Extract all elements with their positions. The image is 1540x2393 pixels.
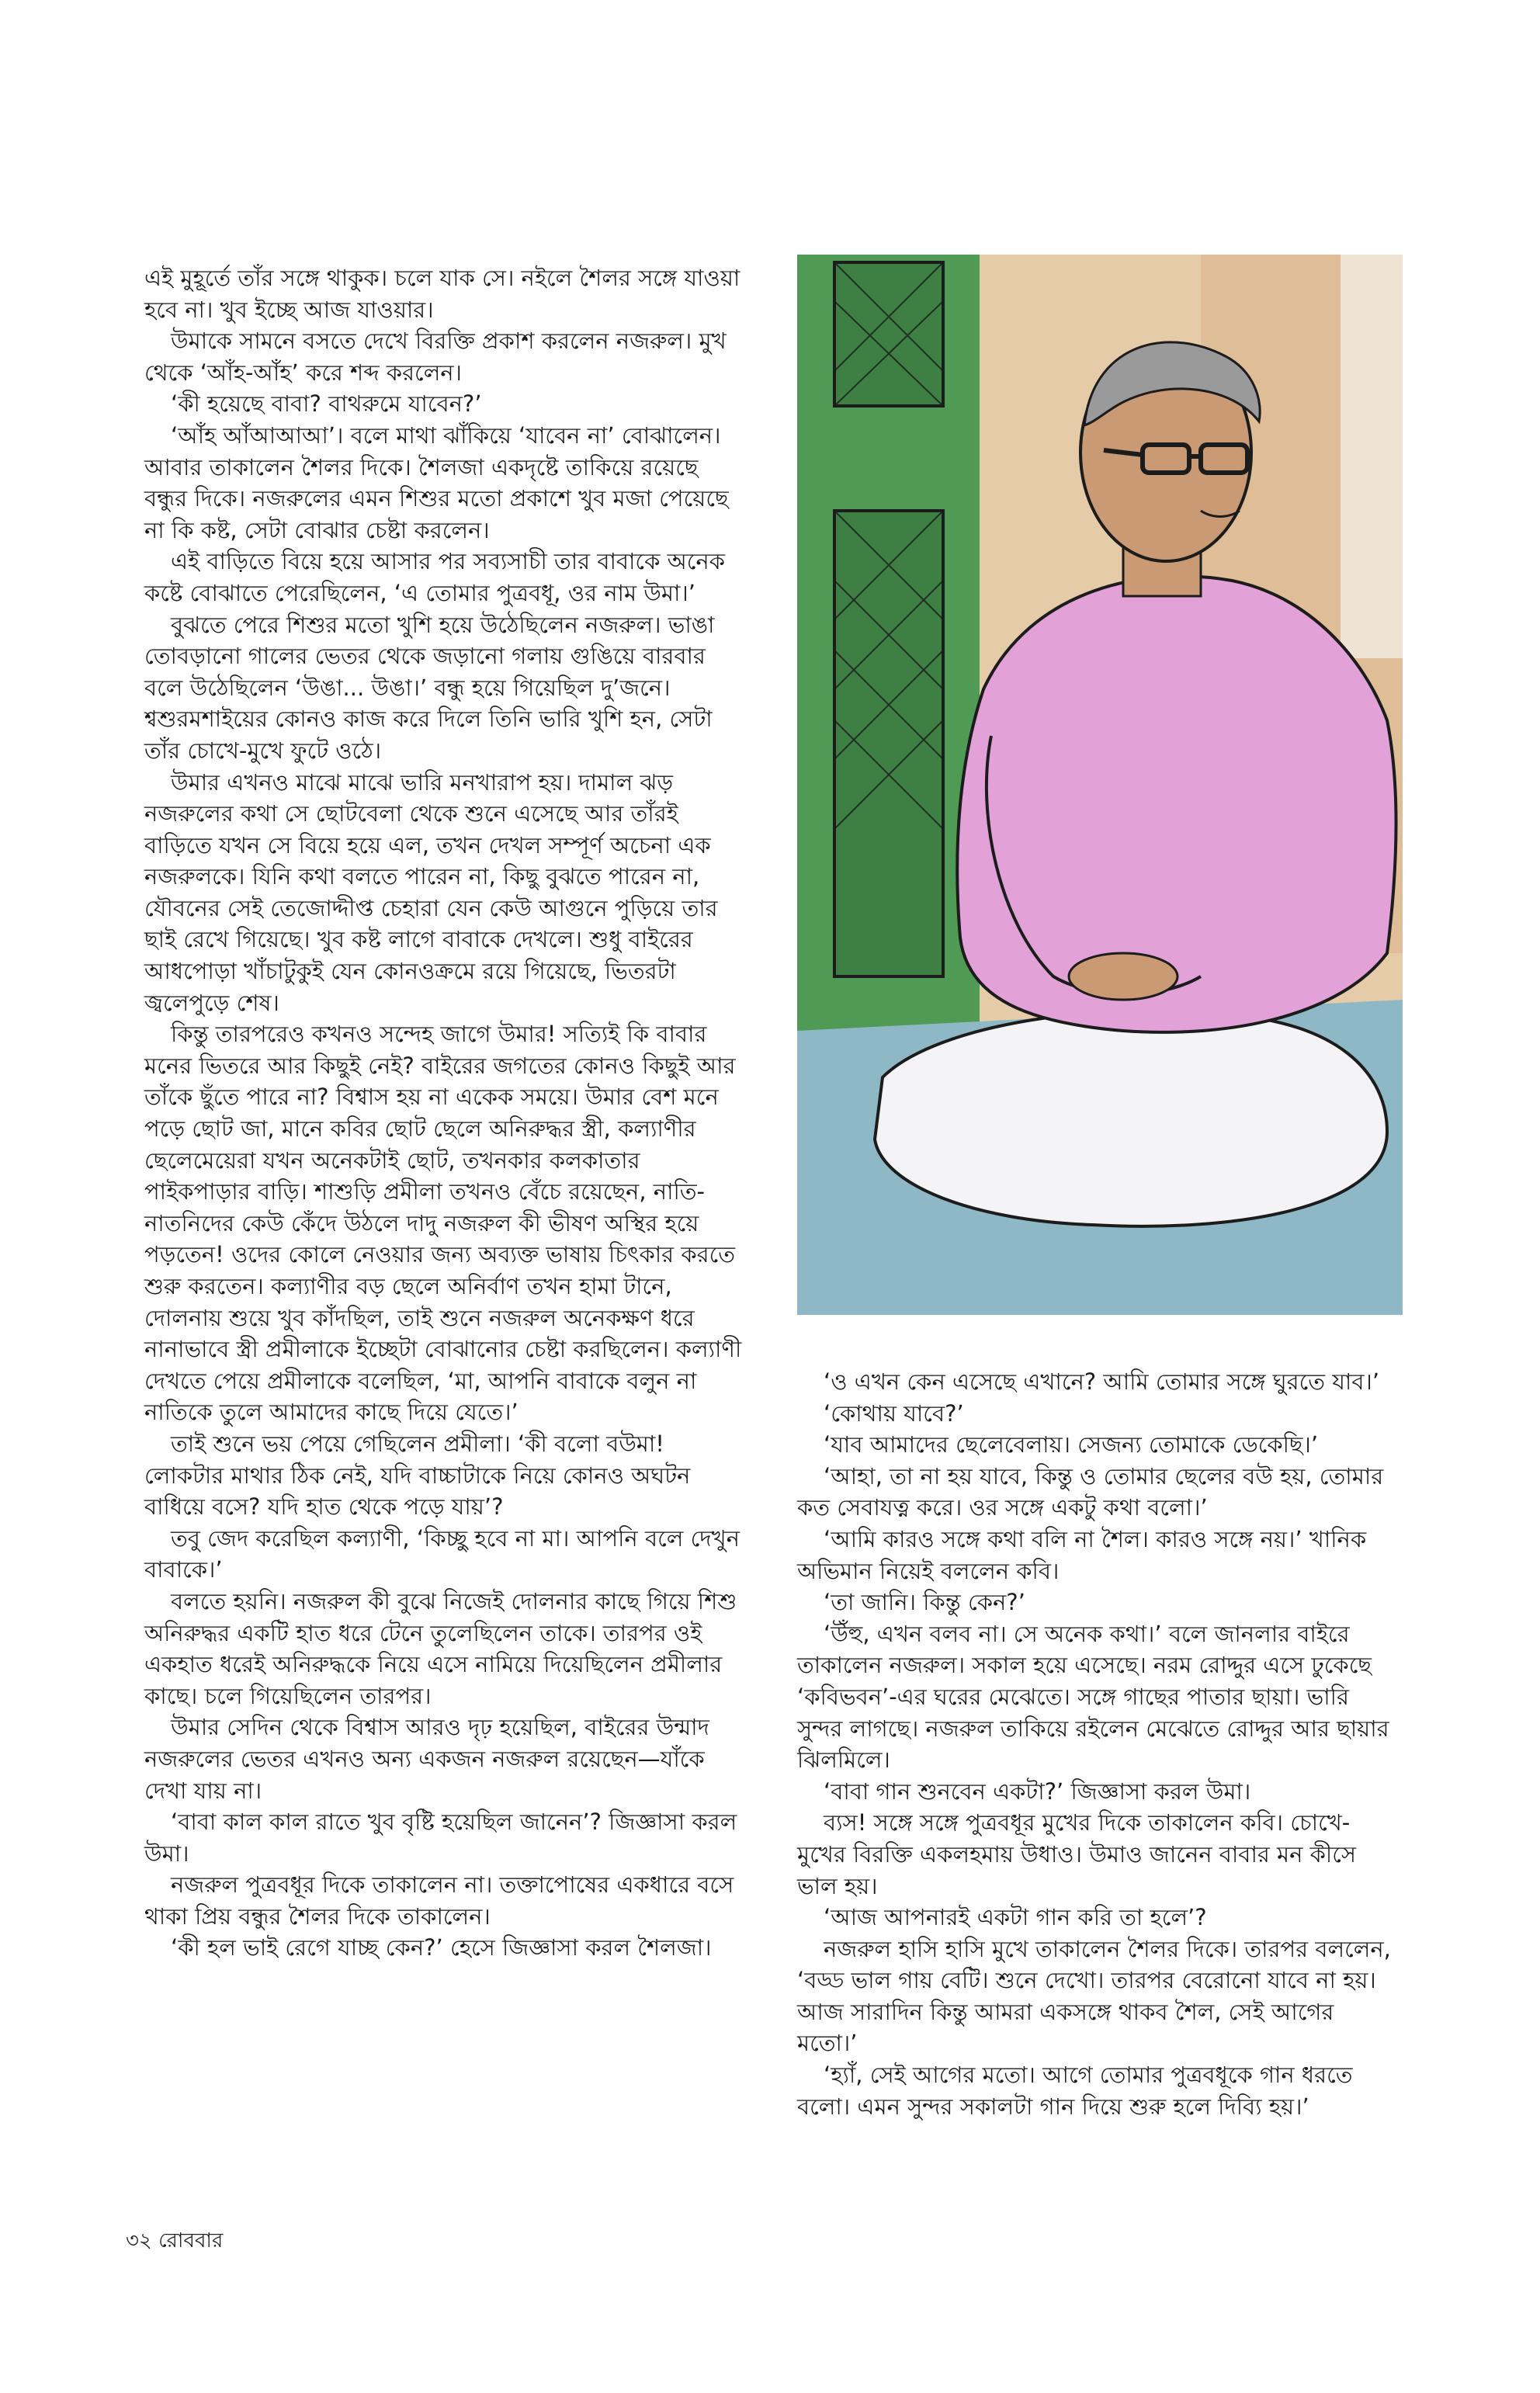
paragraph: ব্যস! সঙ্গে সঙ্গে পুত্রবধূর মুখের দিকে তাকালেন কবি। চোখে-মুখের বিরক্তি একলহমায় উধাও। উমাও জানেন বাবার মন কীসে ভাল হয়। <box>797 1809 1357 1899</box>
paragraph: উমার এখনও মাঝে মাঝে ভারি মনখারাপ হয়। দামাল ঝড় নজরুলের কথা সে ছোটবেলা থেকে শুনে এসেছে আর তাঁরই বাড়িতে যখন সে বিয়ে হয়ে এল, তখন দেখল সম্পূর্ণ অচেনা এক নজরুলকে। যিনি কথা বলতে পারেন না, কিছু বুঝতে পারেন না, যৌবনের সেই তেজোদ্দীপ্ত চেহারা যেন কেউ আগুনে পুড়িয়ে তার ছাই রেখে গিয়েছে। খুব কষ্ট লাগে বাবাকে দেখলে। শুধু বাইরের আধপোড়া খাঁচাটুকুই যেন কোনওক্রমে রয়ে গিয়েছে, ভিতরটা জ্বলেপুড়ে শেষ। <box>144 768 718 1016</box>
paragraph: ‘উঁহু, এখন বলব না। সে অনেক কথা।’ বলে জানলার বাইরে তাকালেন নজরুল। সকাল হয়ে এসেছে। নরম রোদ্দুর এসে ঢুকেছে ‘কবিভবন’-এর ঘরের মেঝেতে। সঙ্গে গাছের পাতার ছায়া। ভারি সুন্দর লাগছে। নজরুল তাকিয়ে রইলেন মেঝেতে রোদ্দুর আর ছায়ার ঝিলমিলে। <box>797 1620 1389 1774</box>
paragraph: ‘যাব আমাদের ছেলেবেলায়। সেজন্য তোমাকে ডেকেছি।’ <box>824 1431 1319 1458</box>
paragraph: বুঝতে পেরে শিশুর মতো খুশি হয়ে উঠেছিলেন নজরুল। ভাঙা তোবড়ানো গালের ভেতর থেকে জড়ানো গলায় গুঙিয়ে বারবার বলে উঠেছিলেন ‘উঙা... উঙা।’ বন্ধু হয়ে গিয়েছিল দু’জনে। শ্বশুরমশাইয়ের কোনও কাজ করে দিলে তিনি ভারি খুশি হন, সেটা তাঁর চোখে-মুখে ফুটে ওঠে। <box>144 611 715 764</box>
paragraph: কিন্তু তারপরেও কখনও সন্দেহ জাগে উমার! সত্যিই কি বাবার মনের ভিতরে আর কিছুই নেই? বাইরের জগতের কোনও কিছুই আর তাঁকে ছুঁতে পারে না? বিশ্বাস হয় না একেক সময়ে। উমার বেশ মনে পড়ে ছোট জা, মানে কবির ছোট ছেলে অনিরুদ্ধর স্ত্রী, কল্যাণীর ছেলেমেয়েরা যখন অনেকটাই ছোট, তখনকার কলকাতার পাইকপাড়ার বাড়ি। শাশুড়ি প্রমীলা তখনও বেঁচে রয়েছেন, নাতি-নাতনিদের কেউ কেঁদে উঠলে দাদু নজরুল কী ভীষণ অস্থির হয়ে পড়তেন! ওদের কোলে নেওয়ার জন্য অব্যক্ত ভাষায় চিৎকার করতে শুরু করতেন। কল্যাণীর বড় ছেলে অনির্বাণ তখন হামা টানে, দোলনায় শুয়ে খুব কাঁদছিল, তাই শুনে নজরুল অনেকক্ষণ ধরে নানাভাবে স্ত্রী প্রমীলাকে ইচ্ছেটা বোঝানোর চেষ্টা করছিলেন। কল্যাণী দেখতে পেয়ে প্রমীলাকে বলেছিল, ‘মা, আপনি বাবাকে বলুন না নাতিকে তুলে আমাদের কাছে দিয়ে যেতে।’ <box>144 1021 742 1426</box>
page-footer <box>126 2225 223 2259</box>
paragraph: ‘কী হয়েছে বাবা? বাথরুমে যাবেন?’ <box>171 390 482 418</box>
paragraph: তবু জেদ করেছিল কল্যাণী, ‘কিচ্ছু হবে না মা। আপনি বলে দেখুন বাবাকে।’ <box>144 1524 740 1583</box>
page-number: ৩২ <box>126 2229 152 2253</box>
paragraph: ‘হ্যাঁ, সেই আগের মতো। আগে তোমার পুত্রবধূকে গান ধরতে বলো। এমন সুন্দর সকালটা গান দিয়ে শুরু হলে দিব্যি হয়।’ <box>797 2062 1353 2120</box>
paragraph: উমার সেদিন থেকে বিশ্বাস আরও দৃঢ় হয়েছিল, বাইরের উন্মাদ নজরুলের ভেতর এখনও অন্য একজন নজরুল রয়েছেন—যাঁকে দেখা যায় না। <box>144 1714 709 1804</box>
paragraph: তাই শুনে ভয় পেয়ে গেছিলেন প্রমীলা। ‘কী বলো বউমা! লোকটার মাথার ঠিক নেই, যদি বাচ্চাটাকে নিয়ে কোনও অঘটন বাধিয়ে বসে? যদি হাত থেকে পড়ে যায়’? <box>144 1430 691 1521</box>
seated-poet-illustration <box>797 255 1403 1315</box>
paragraph: ‘বাবা গান শুনবেন একটা?’ জিজ্ঞাসা করল উমা। <box>824 1777 1251 1805</box>
paragraph: উমাকে সামনে বসতে দেখে বিরক্তি প্রকাশ করলেন নজরুল। মুখ থেকে ‘আঁহ-আঁহ’ করে শব্দ করলেন। <box>144 328 727 386</box>
paragraph: ‘কী হল ভাই রেগে যাচ্ছ কেন?’ হেসে জিজ্ঞাসা করল শৈলজা। <box>171 1934 712 1961</box>
paragraph: ‘আমি কারও সঙ্গে কথা বলি না শৈল। কারও সঙ্গে নয়।’ খানিক অভিমান নিয়েই বললেন কবি। <box>797 1525 1367 1584</box>
paragraph: ‘আহা, তা না হয় যাবে, কিন্তু ও তোমার ছেলের বউ হয়, তোমার কত সেবাযত্ন করে। ওর সঙ্গে একটু কথা বলো।’ <box>797 1462 1384 1521</box>
paragraph: ‘আঁহ আঁআআআ’। বলে মাথা ঝাঁকিয়ে ‘যাবেন না’ বোঝালেন। আবার তাকালেন শৈলর দিকে। শৈলজা একদৃষ্টে তাকিয়ে রয়েছে বন্ধুর দিকে। নজরুলের এমন শিশুর মতো প্রকাশে খুব মজা পেয়েছে না কি কষ্ট, সেটা বোঝার চেষ্টা করলেন। <box>144 421 729 543</box>
paragraph: ‘কোথায় যাবে?’ <box>824 1399 964 1427</box>
hands <box>1069 953 1178 1000</box>
paragraph: ‘আজ আপনারই একটা গান করি তা হলে’? <box>824 1904 1207 1931</box>
illustration <box>797 255 1403 1315</box>
dhoti <box>875 1011 1387 1226</box>
paragraph: এই মুহূর্তে তাঁর সঙ্গে থাকুক। চলে যাক সে। নইলে শৈলর সঙ্গে যাওয়া হবে না। খুব ইচ্ছে আজ যাওয়ার। <box>144 265 741 323</box>
paragraph: এই বাড়িতে বিয়ে হয়ে আসার পর সব্যসাচী তার বাবাকে অনেক কষ্টে বোঝাতে পেরেছিলেন, ‘এ তোমার পুত্রবধূ, ওর নাম উমা।’ <box>144 548 725 606</box>
paragraph: বলতে হয়নি। নজরুল কী বুঝে নিজেই দোলনার কাছে গিয়ে শিশু অনিরুদ্ধর একটি হাত ধরে টেনে তুলেছিলেন তাকে। তারপর ওই একহাত ধরেই অনিরুদ্ধকে নিয়ে এসে নামিয়ে দিয়েছিলেন প্রমীলার কাছে। চলে গিয়েছিলেন তারপর। <box>144 1587 737 1709</box>
paragraph: ‘বাবা কাল কাল রাতে খুব বৃষ্টি হয়েছিল জানেন’? জিজ্ঞাসা করল উমা। <box>144 1809 737 1867</box>
kurta <box>957 576 1396 1032</box>
paragraph: নজরুল পুত্রবধূর দিকে তাকালেন না। তক্তাপোষের একধারে বসে থাকা প্রিয় বন্ধুর শৈলর দিকে তাকালেন। <box>144 1871 734 1930</box>
paragraph: ‘তা জানি। কিন্তু কেন?’ <box>824 1589 1025 1616</box>
section-name: রোববার <box>158 2229 224 2253</box>
right-column <box>797 1366 1396 2122</box>
left-column <box>144 262 742 1964</box>
paragraph: নজরুল হাসি হাসি মুখে তাকালেন শৈলর দিকে। তারপর বললেন, ‘বড্ড ভাল গায় বেটি। শুনে দেখো। তারপর বেরোনো যাবে না হয়। আজ সারাদিন কিন্তু আমরা একসঙ্গে থাকব শৈল, সেই আগের মতো।’ <box>797 1935 1391 2057</box>
paragraph: ‘ও এখন কেন এসেছে এখানে? আমি তোমার সঙ্গে ঘুরতে যাব।’ <box>824 1368 1380 1395</box>
